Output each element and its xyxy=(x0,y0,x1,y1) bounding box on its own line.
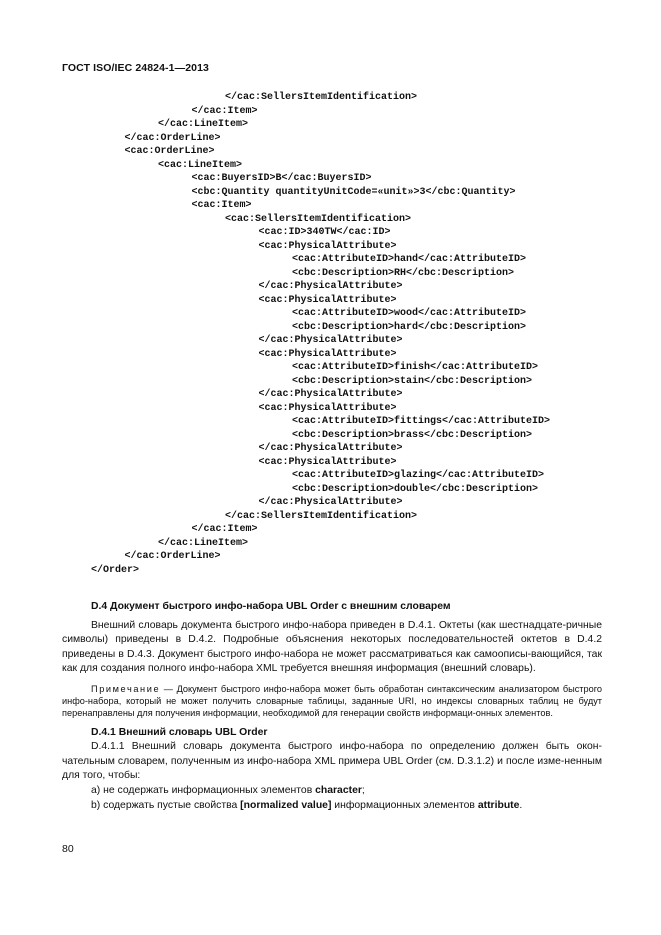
code-line: </cac:LineItem> xyxy=(158,537,249,549)
code-line: <cbc:Description>double</cbc:Description> xyxy=(292,483,539,495)
code-line: <cbc:Quantity quantityUnitCode=«unit»>3</cbc:Quantity> xyxy=(191,186,516,198)
list-item-b-end: . xyxy=(519,799,523,811)
code-line: </cac:SellersItemIdentification> xyxy=(225,92,418,103)
code-line: <cac:PhysicalAttribute> xyxy=(258,348,397,360)
code-line: </cac:Item> xyxy=(191,105,258,117)
code-line: <cbc:Description>RH</cbc:Description> xyxy=(292,267,515,279)
code-line: <cac:SellersItemIdentification> xyxy=(225,213,412,225)
code-line: <cbc:Description>stain</cbc:Description> xyxy=(292,375,533,387)
section-d41-paragraph: D.4.1.1 Внешний словарь документа быстрого инфо-набора по определению должен быть окон-чательным словарем, полученным из инфо-набора XML примера UBL Order (см. D.3.1.2) и после изме-ненным для того, чтобы: xyxy=(62,741,602,782)
document-header: ГОСТ ISO/IEC 24824-1—2013 xyxy=(62,62,209,74)
code-line: <cac:Item> xyxy=(191,200,252,211)
section-d4-heading: D.4 Документ быстрого инфо-набора UBL Order с внешним словарем xyxy=(91,601,451,612)
section-d41-heading: D.4.1 Внешний словарь UBL Order xyxy=(91,726,268,738)
code-line: </cac:SellersItemIdentification> xyxy=(225,510,418,522)
list-item-b-text1: b) содержать пустые свойства xyxy=(91,799,241,811)
list-item-a-text: а) не содержать информационных элементов xyxy=(91,784,316,796)
code-line: <cac:BuyersID>B</cac:BuyersID> xyxy=(191,173,372,184)
code-line: <cbc:Description>hard</cbc:Description> xyxy=(292,321,527,333)
list-item-b-text2: информационных элементов xyxy=(331,799,478,811)
note xyxy=(62,683,602,720)
code-line: <cac:ID>340TW</cac:ID> xyxy=(258,227,391,238)
code-line: <cac:AttributeID>glazing</cac:AttributeID> xyxy=(292,470,545,481)
list-item-a-term: character xyxy=(315,784,362,796)
code-line: <cbc:Description>brass</cbc:Description> xyxy=(292,429,533,441)
section-d4-paragraph: Внешний словарь документа быстрого инфо-набора приведен в D.4.1. Октеты (как шестнадцате-ричные символы) приведены в D.4.2. Подробные объяснения некоторых последовательностей октетов в D.4.2 приведены в D.4.3. Документ быстрого инфо-набора не может рассматриваться как самоописы-вающийся, так как для создания полного инфо-набора XML требуется внешняя информация (внешний словарь). xyxy=(62,619,602,675)
code-line: </cac:PhysicalAttribute> xyxy=(258,497,403,508)
code-line: </cac:OrderLine> xyxy=(124,551,221,562)
xml-code-listing xyxy=(91,91,550,577)
note-text: — Документ быстрого инфо-набора может быть обработан синтаксическим анализатором быстрого инфо-набора, который не может получить словарные таблицы, заданные URI, но индексы словарных таблиц не будут перенаправлены для получения информации, необходимой для генерации свойств информаци-онных элементов. xyxy=(62,683,602,719)
list-item-b-term2: attribute xyxy=(477,799,520,811)
page-number: 80 xyxy=(62,843,74,855)
code-line: </Order> xyxy=(91,564,140,576)
code-line: <cac:AttributeID>finish</cac:AttributeID> xyxy=(292,362,539,373)
list-item-b-term1: [normalized value] xyxy=(240,799,332,811)
code-line: <cac:AttributeID>wood</cac:AttributeID> xyxy=(292,308,527,319)
list-item-a xyxy=(62,784,602,799)
code-line: <cac:PhysicalAttribute> xyxy=(258,240,397,252)
list-item-a-end: ; xyxy=(361,784,365,796)
code-line: </cac:PhysicalAttribute> xyxy=(258,281,403,292)
code-line: </cac:LineItem> xyxy=(158,119,249,130)
code-line: <cac:AttributeID>fittings</cac:AttributeID> xyxy=(292,416,551,427)
code-line: <cac:PhysicalAttribute> xyxy=(258,294,397,306)
code-line: <cac:PhysicalAttribute> xyxy=(258,402,397,414)
section-d4 xyxy=(62,600,602,813)
code-line: </cac:PhysicalAttribute> xyxy=(258,389,403,400)
code-line: <cac:OrderLine> xyxy=(124,146,215,157)
code-line: </cac:PhysicalAttribute> xyxy=(258,335,403,346)
list-item-b xyxy=(62,799,602,814)
note-label: Примечание xyxy=(91,683,161,694)
code-line: </cac:OrderLine> xyxy=(124,132,221,144)
code-line: <cac:LineItem> xyxy=(158,159,243,171)
code-line: <cac:PhysicalAttribute> xyxy=(258,456,397,468)
code-line: </cac:Item> xyxy=(191,524,258,535)
code-line: <cac:AttributeID>hand</cac:AttributeID> xyxy=(292,254,527,265)
code-line: </cac:PhysicalAttribute> xyxy=(258,443,403,454)
